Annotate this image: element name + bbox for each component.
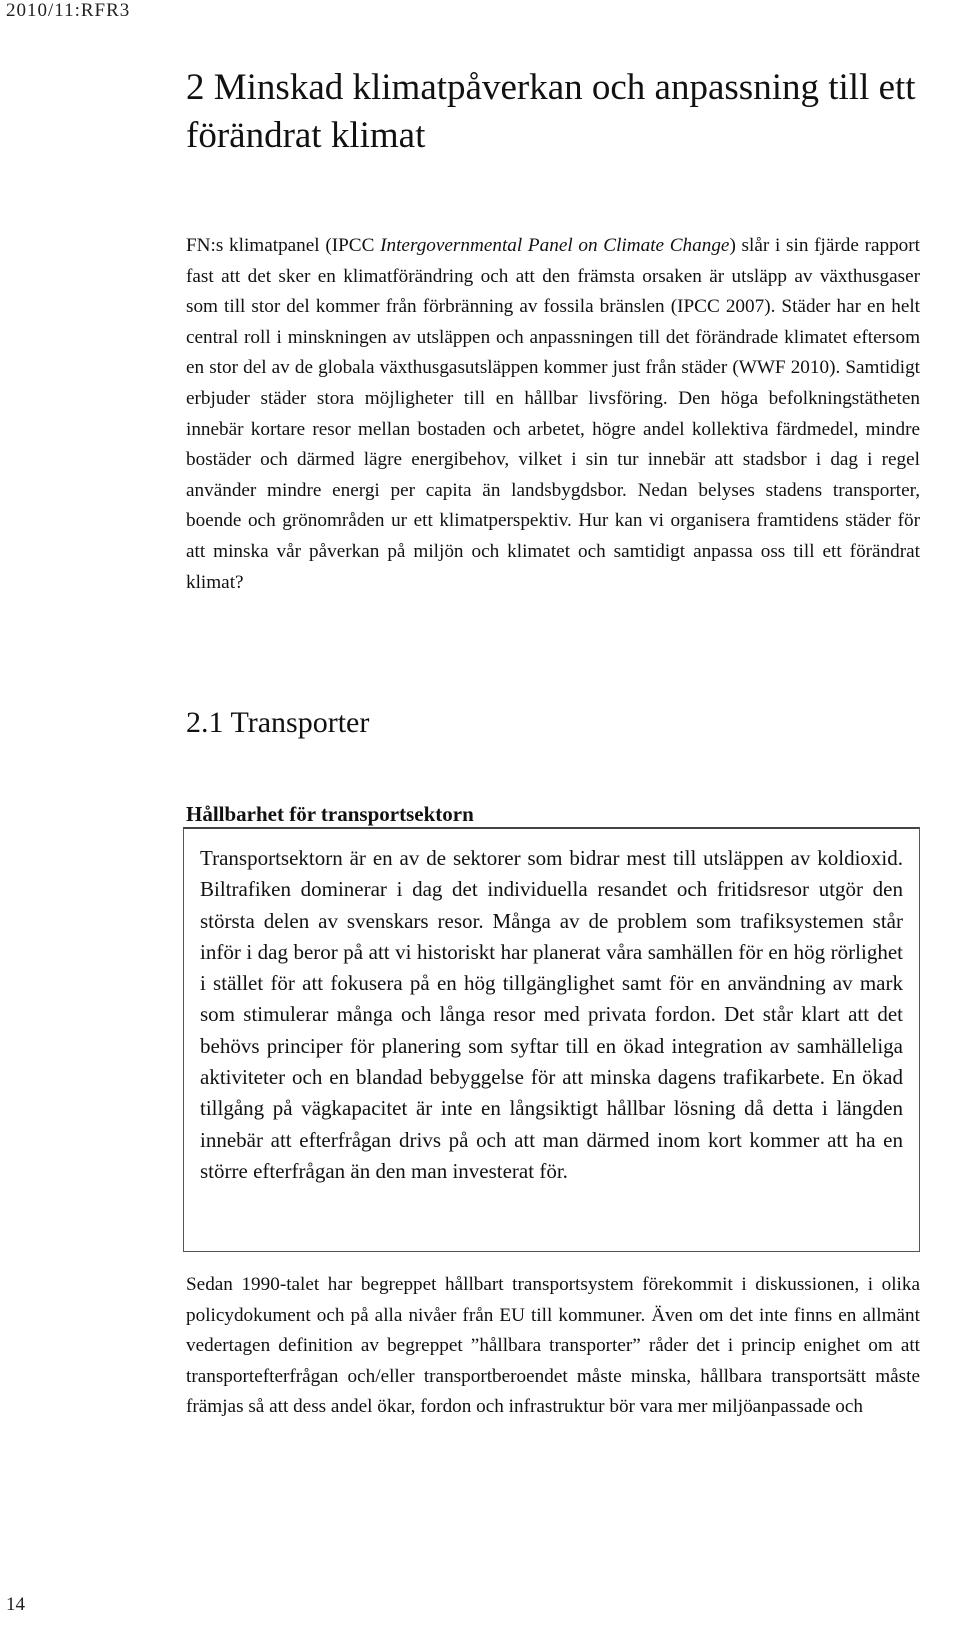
section-title: 2.1 Transporter <box>186 706 370 739</box>
page-number: 14 <box>6 1594 25 1615</box>
fact-box <box>183 827 920 1252</box>
intro-paragraph <box>186 231 920 598</box>
intro-text-rest: ) slår i sin fjärde rapport fast att det sker en klimatförändring och att den främsta orsaken är utsläpp av växthusgaser som till stor del kommer från förbränning av fossila bränslen (IPCC 2007). Städer har en helt central roll i minskningen av utsläppen och anpassningen till det förändrade klimatet eftersom en stor del av de globala växthusgasutsläppen kommer just från städer (WWF 2010). Samtidigt erbjuder städer stora möjligheter till en hållbar livsföring. Den höga befolkningstätheten innebär kortare resor mellan bostaden och arbetet, högre andel kollektiva färdmedel, mindre bostäder och därmed lägre energibehov, vilket i sin tur innebär att stadsbor i dag i regel använder mindre energi per capita än landsbygdsbor. Nedan belyses stadens transporter, boende och grönområden ur ett klimatperspektiv. Hur kan vi organisera framtidens städer för att minska vår påverkan på miljön och klimatet och samtidigt anpassa oss till ett förändrat klimat? <box>186 235 920 593</box>
box-heading: Hållbarhet för transportsektorn <box>186 802 474 826</box>
intro-text-start: FN:s klimatpanel (IPCC <box>186 235 381 256</box>
fact-box-text: Transportsektorn är en av de sektorer som bidrar mest till utsläppen av koldioxid. Biltrafiken dominerar i dag det individuella resandet och fritidsresor utgör den största delen av svenskars resor. Många av de problem som trafiksystemen står inför i dag beror på att vi historiskt har planerat våra samhällen för en hög rörlighet i stället för att fokusera på en hög tillgänglighet samt för en användning av mark som stimulerar många och långa resor med privata fordon. Det står klart att det behövs principer för planering som syftar till en ökad integration av samhälleliga aktiviteter och en blandad bebyggelse för att minska dagens trafikarbete. En ökad tillgång på vägkapacitet är inte en långsiktigt hållbar lösning då detta i längden innebär att efterfrågan drivs på och att man därmed inom kort kommer att ha en större efterfrågan än den man investerat för. <box>200 846 903 1183</box>
body-paragraph: Sedan 1990-talet har begreppet hållbart transportsystem förekommit i diskussionen, i olika policydokument och på alla nivåer från EU till kommuner. Även om det inte finns en allmänt vedertagen definition av begreppet ”hållbara transporter” råder det i princip enighet om att transportefterfrågan och/eller transportberoendet måste minska, hållbara transportsätt måste främjas så att dess andel ökar, fordon och infrastruktur bör vara mer miljöanpassade och <box>186 1274 920 1418</box>
intro-italic-term: Intergovernmental Panel on Climate Change <box>380 235 730 256</box>
document-id: 2010/11:RFR3 <box>6 0 131 21</box>
chapter-title: 2 Minskad klimatpåverkan och anpassning till ett förändrat klimat <box>186 67 916 156</box>
